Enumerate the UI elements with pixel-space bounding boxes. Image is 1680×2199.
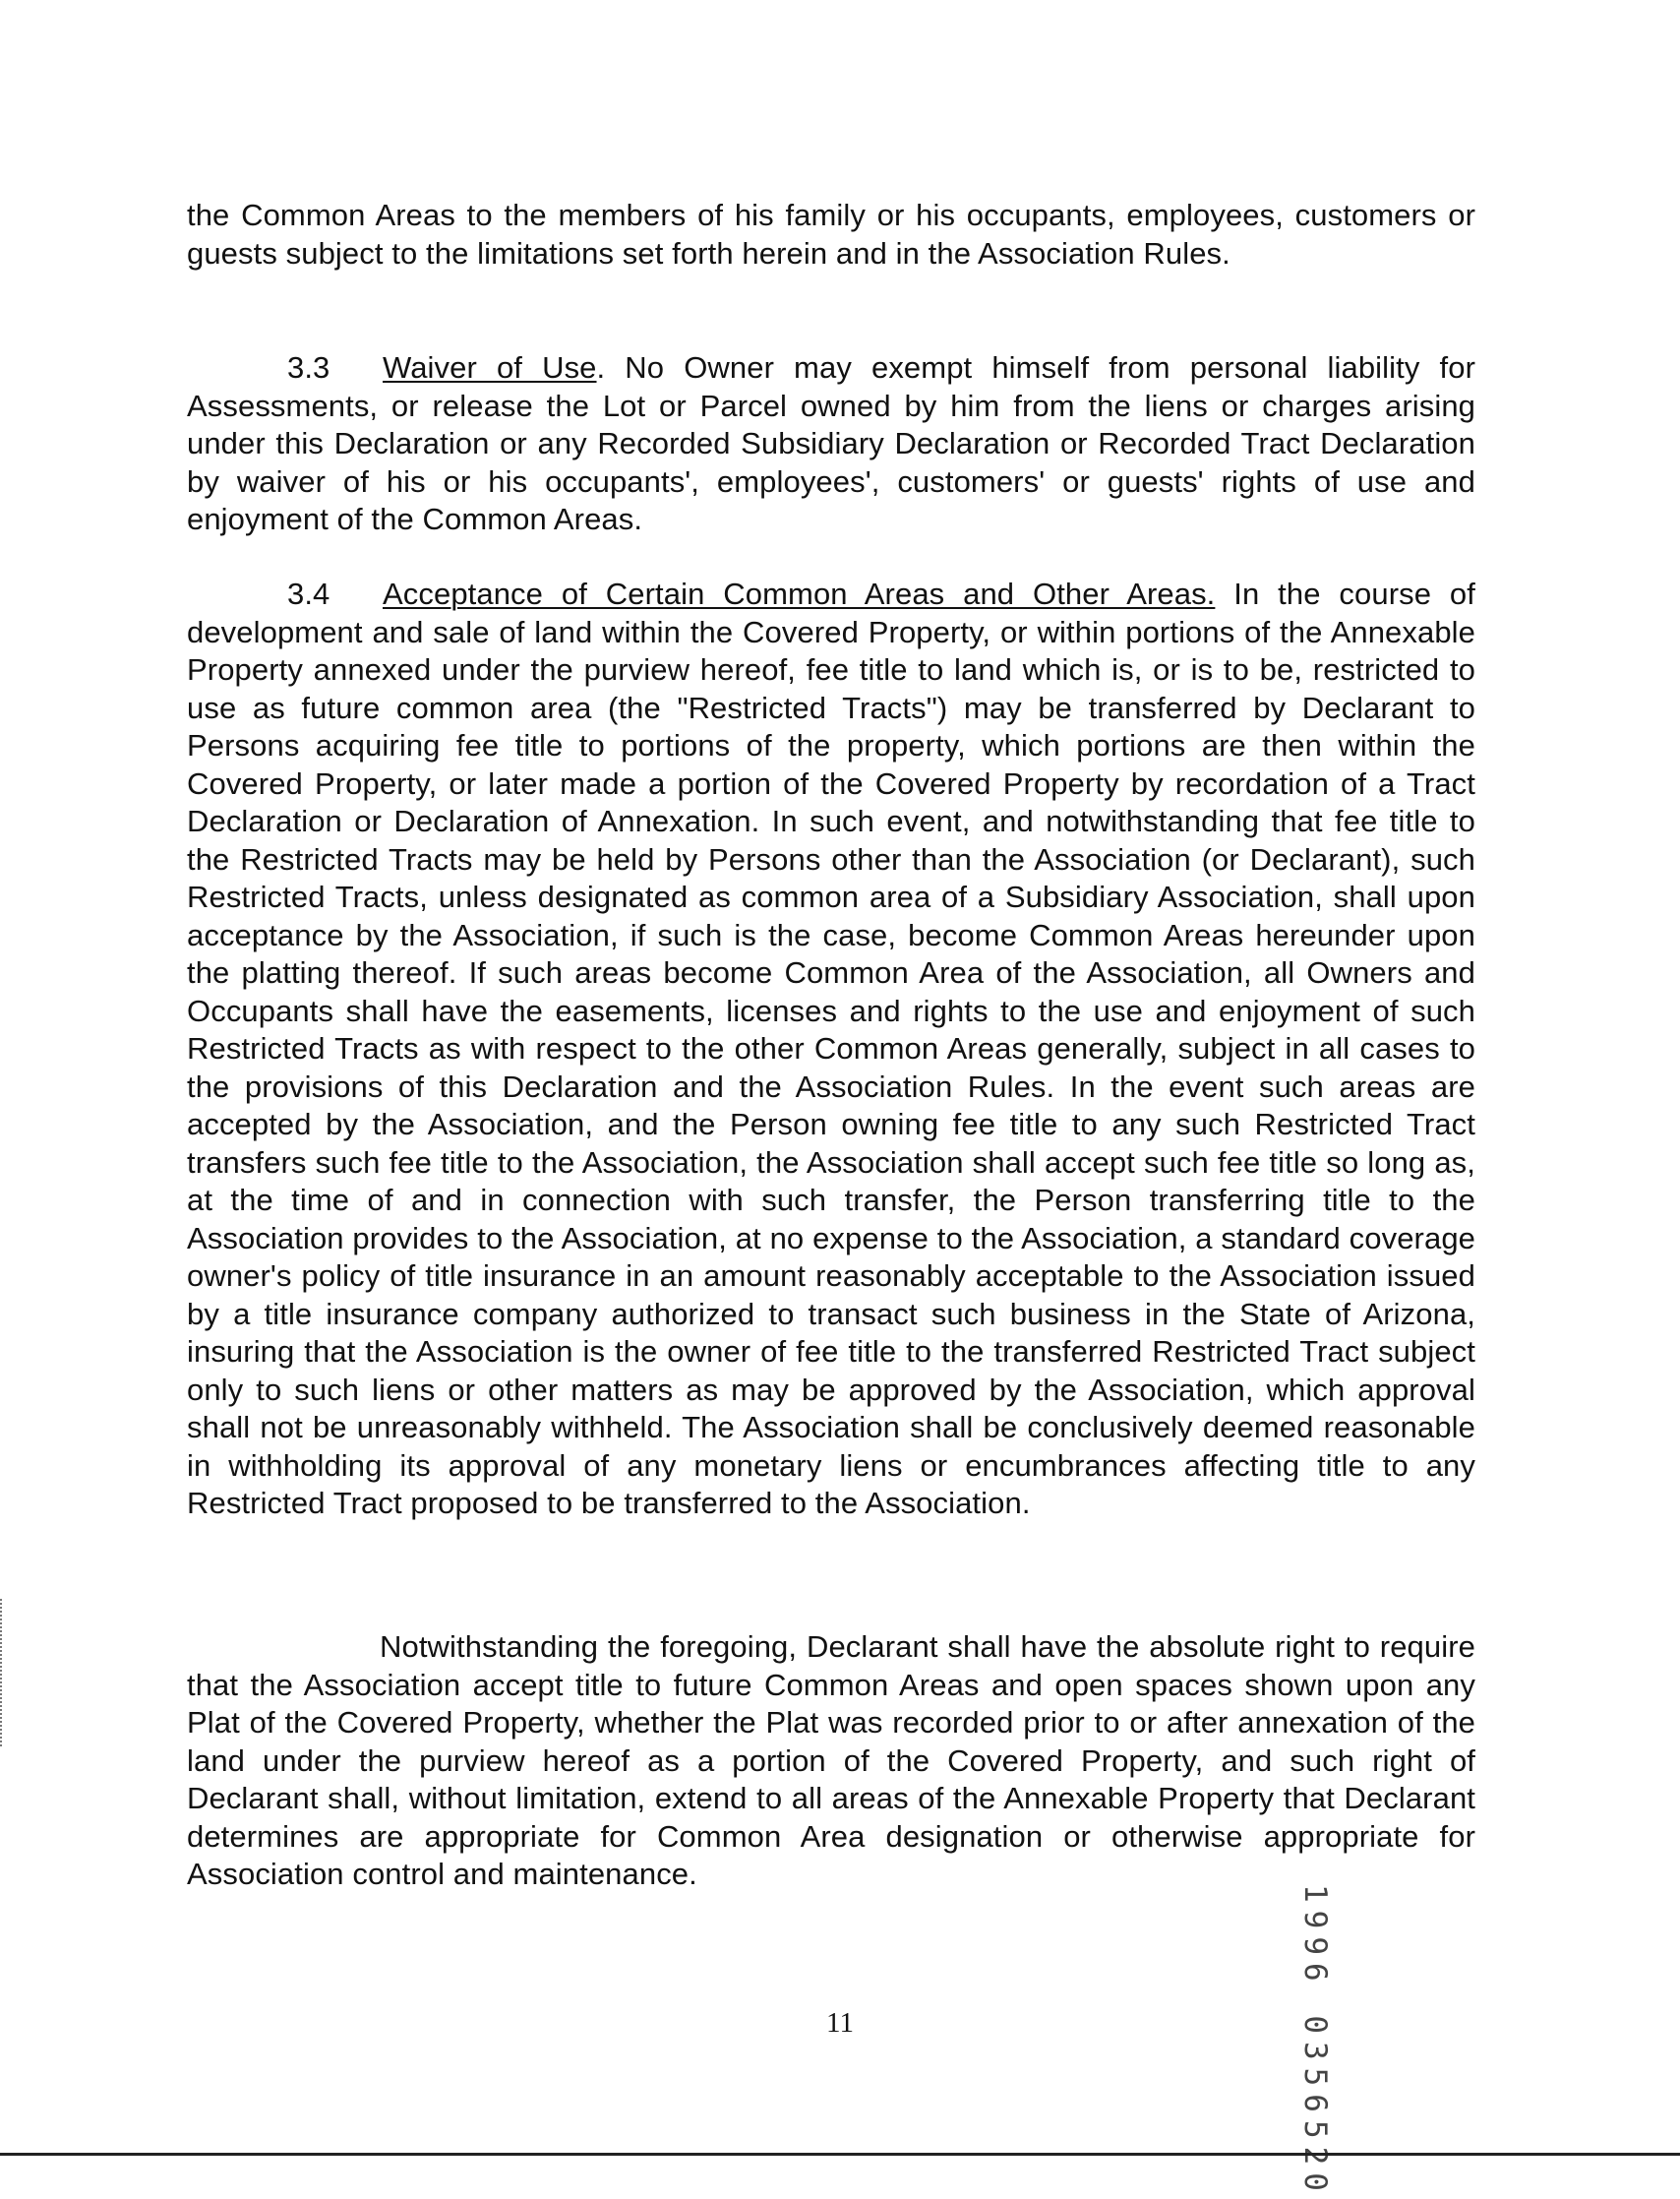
- section-3-3-paragraph: [187, 349, 1475, 539]
- section-title: Waiver of Use: [383, 350, 597, 385]
- section-number: 3.4: [287, 577, 330, 611]
- section-body: . No Owner may exempt himself from personal liability for Assessments, or release the Lot or Parcel owned by him from the liens or charges arising under this Declaration or any Recorded Subsidiary Declaration or Recorded Tract Declaration by waiver of his or his occupants', employees', customers' or guests' rights of use and enjoyment of the Common Areas.: [187, 350, 1475, 536]
- intro-text: the Common Areas to the members of his family or his occupants, employees, customers or guests subject to the limitations set forth herein and in the Association Rules.: [187, 198, 1475, 271]
- notwithstanding-paragraph: [187, 1628, 1475, 1894]
- notwithstanding-text: Notwithstanding the foregoing, Declarant shall have the absolute right to require that the Association accept title to future Common Areas and open spaces shown upon any Plat of the Covered Property, whether the Plat was recorded prior to or after annexation of the land under the purview hereof as a portion of the Covered Property, and such right of Declarant shall, without limitation, extend to all areas of the Annexable Property that Declarant determines are appropriate for Common Area designation or otherwise appropriate for Association control and maintenance.: [187, 1629, 1475, 1891]
- section-body: In the course of development and sale of land within the Covered Property, or within portions of the Annexable Property annexed under the purview hereof, fee title to land which is, or is to be, restricted to use as future common area (the "Restricted Tracts") may be transferred by Declarant to Persons acquiring fee title to portions of the property, which portions are then within the Covered Property, or later made a portion of the Covered Property by recordation of a Tract Declaration or Declaration of Annexation. In such event, and notwithstanding that fee title to the Restricted Tracts may be held by Persons other than the Association (or Declarant), such Restricted Tracts, unless designated as common area of a Subsidiary Association, shall upon acceptance by the Association, if such is the case, become Common Areas hereunder upon the platting thereof. If such areas become Common Area of the Association, all Owners and Occupants shall have the easements, licenses and rights to the use and enjoyment of such Restricted Tracts as with respect to the other Common Areas generally, subject in all cases to the provisions of this Declaration and the Association Rules. In the event such areas are accepted by the Association, and the Person owning fee title to any such Restricted Tract transfers such fee title to the Association, the Association shall accept such fee title so long as, at the time of and in connection with such transfer, the Person transferring title to the Association provides to the Association, at no expense to the Association, a standard coverage owner's policy of title insurance in an amount reasonably acceptable to the Association issued by a title insurance company authorized to transact such business in the State of Arizona, insuring that the Association is the owner of fee title to the transferred Restricted Tract subject only to such liens or other matters as may be approved by the Association, which approval shall not be unreasonably withheld. The Association shall be conclusively deemed reasonable in withholding its approval of any monetary liens or encumbrances affecting title to any Restricted Tract proposed to be transferred to the Association.: [187, 577, 1475, 1520]
- page-number: 11: [826, 2007, 854, 2039]
- intro-paragraph: [187, 197, 1475, 273]
- section-3-4-paragraph: [187, 576, 1475, 1523]
- section-number: 3.3: [287, 350, 330, 385]
- section-title: Acceptance of Certain Common Areas and Other Areas.: [383, 577, 1216, 611]
- scan-edge-bottom: [0, 2153, 1680, 2156]
- recording-stamp: 1996 0356520: [1297, 1884, 1333, 2199]
- scan-edge-left: [0, 1599, 5, 1746]
